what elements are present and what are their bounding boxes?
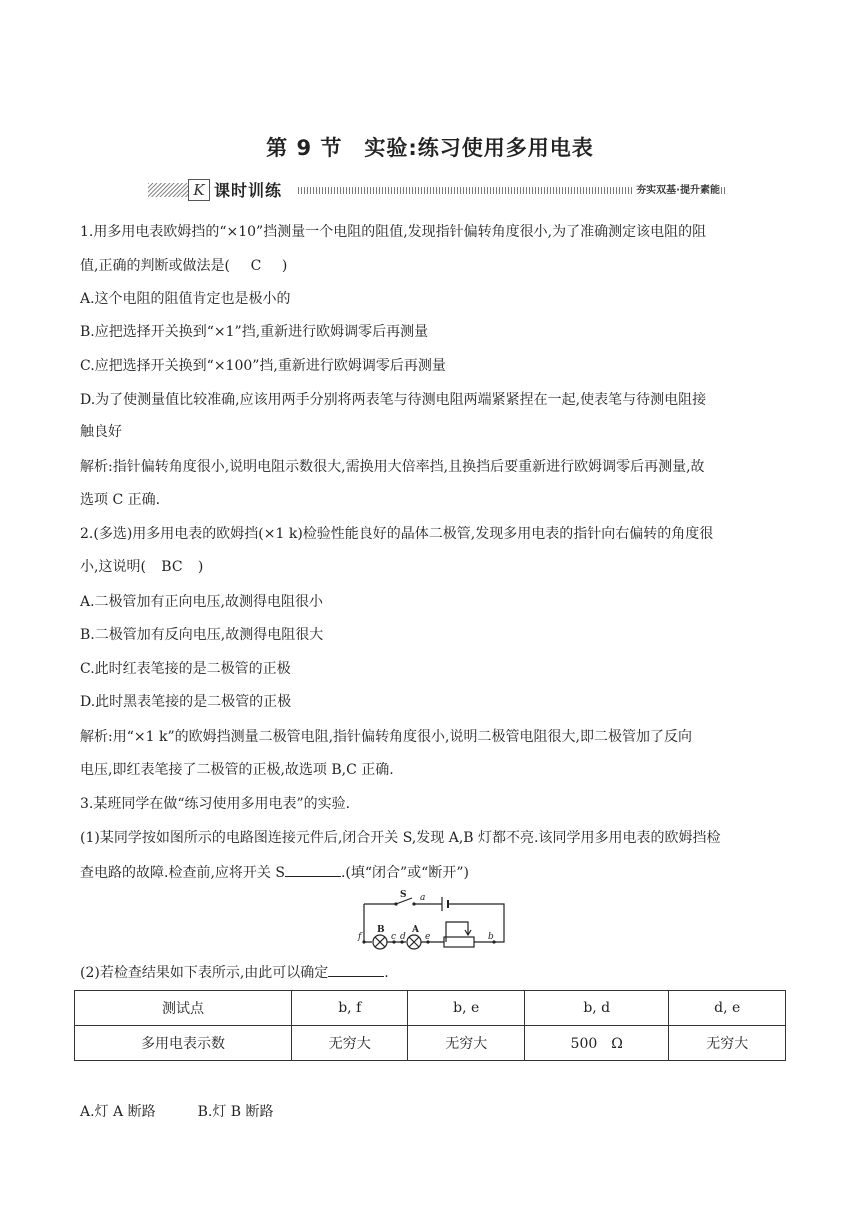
q3-part2: [80, 962, 790, 983]
q3-part1-hint: .(填“闭合”或“断开”): [340, 865, 469, 881]
table-cell: b, f: [292, 991, 408, 1026]
q2-option-c: C.此时红表笔接的是二极管的正极: [80, 661, 291, 677]
table-cell: 500 Ω: [524, 1026, 669, 1061]
circuit-diagram: [356, 888, 508, 950]
q3-part1-text: 查电路的故障.检查前,应将开关 S: [80, 865, 285, 881]
label-a: a: [420, 893, 426, 903]
table-cell: 多用电表示数: [75, 1026, 292, 1061]
table-cell: b, d: [524, 991, 669, 1026]
table-cell: d, e: [669, 991, 786, 1026]
banner-slogan: 夯实双基·提升素能: [632, 181, 720, 196]
q1-answer: C: [250, 258, 262, 274]
table-header-row: [75, 991, 786, 1026]
table-row: [75, 1026, 786, 1061]
table-cell: b, e: [408, 991, 524, 1026]
label-lamp-b: B: [377, 925, 385, 935]
q3-part2-blank: [328, 962, 384, 977]
test-results-table: [74, 990, 786, 1061]
label-s: S: [400, 890, 407, 900]
q3-choice-b: B.灯 B 断路: [197, 1104, 274, 1120]
table-cell: 无穷大: [292, 1026, 408, 1061]
label-b: b: [488, 932, 494, 942]
rheostat-icon: [444, 937, 474, 947]
q2-analysis-line2: 电压,即红表笔接了二极管的正极,故选项 B,C 正确.: [80, 762, 394, 778]
q1-option-b: B.应把选择开关换到“×1”挡,重新进行欧姆调零后再测量: [80, 324, 429, 340]
label-d: d: [400, 932, 406, 942]
q3-part1-line1: (1)某同学按如图所示的电路图连接元件后,闭合开关 S,发现 A,B 灯都不亮.该同学用多用电表的欧姆挡检: [80, 830, 721, 846]
table-cell: 测试点: [75, 991, 292, 1026]
table-cell: 无穷大: [408, 1026, 524, 1061]
q1-option-a: A.这个电阻的阻值肯定也是极小的: [80, 291, 291, 307]
label-c: c: [391, 932, 397, 942]
q3-stem: 3.某班同学在做“练习使用多用电表”的实验.: [80, 796, 351, 812]
q2-stem-line2: [80, 557, 790, 577]
q2-option-d: D.此时黑表笔接的是二极管的正极: [80, 694, 292, 710]
q2-option-b: B.二极管加有反向电压,故测得电阻很大: [80, 627, 324, 643]
q1-option-c: C.应把选择开关换到“×100”挡,重新进行欧姆调零后再测量: [80, 358, 446, 374]
banner-k-icon: K: [188, 179, 210, 201]
label-lamp-a: A: [412, 925, 419, 935]
q1-stem-line2: [80, 256, 790, 276]
q3-choices: [80, 1102, 790, 1122]
q2-option-a: A.二极管加有正向电压,故测得电阻很小: [80, 594, 324, 610]
q1-stem-text: 值,正确的判断或做法是(: [80, 258, 230, 274]
label-f: f: [358, 932, 362, 942]
q1-option-d-cont: 触良好: [80, 424, 122, 440]
q3-choice-a: A.灯 A 断路: [80, 1104, 156, 1120]
q3-part1-line2: [80, 862, 790, 883]
q1-stem-line1: 1.用多用电表欧姆挡的“×10”挡测量一个电阻的阻值,发现指针偏转角度很小,为了准确测定该电阻的阻: [80, 224, 707, 240]
q2-analysis-line1: 解析:用“×1 k”的欧姆挡测量二极管电阻,指针偏转角度很小,说明二极管电阻很大,即二极管加了反向: [80, 729, 692, 745]
q1-option-d: D.为了使测量值比较准确,应该用两手分别将两表笔与待测电阻两端紧紧捏在一起,使表笔与待测电阻接: [80, 392, 707, 408]
q1-analysis-line2: 选项 C 正确.: [80, 492, 161, 508]
q1-analysis-line1: 解析:指针偏转角度很小,说明电阻示数很大,需换用大倍率挡,且换挡后要重新进行欧姆调零后再测量,故: [80, 459, 705, 475]
table-cell: 无穷大: [669, 1026, 786, 1061]
section-title: 第 9 节 实验:练习使用多用电表: [266, 136, 594, 160]
banner-title: 课时训练: [214, 181, 283, 200]
q1-stem-close: ): [281, 258, 288, 274]
q3-part2-text: (2)若检查结果如下表所示,由此可以确定: [80, 965, 329, 981]
q2-stem-close: ): [197, 559, 204, 575]
q3-part2-end: .: [384, 965, 389, 981]
label-e: e: [425, 932, 431, 942]
q2-answer: BC: [161, 559, 183, 575]
banner-hatch: [148, 183, 188, 197]
q2-stem-line1: 2.(多选)用多用电表的欧姆挡(×1 k)检验性能良好的晶体二极管,发现多用电表的指针向右偏转的角度很: [80, 526, 714, 542]
q2-stem-text: 小,这说明(: [80, 559, 146, 575]
lesson-banner: [148, 178, 720, 202]
q3-part1-blank: [285, 862, 341, 877]
